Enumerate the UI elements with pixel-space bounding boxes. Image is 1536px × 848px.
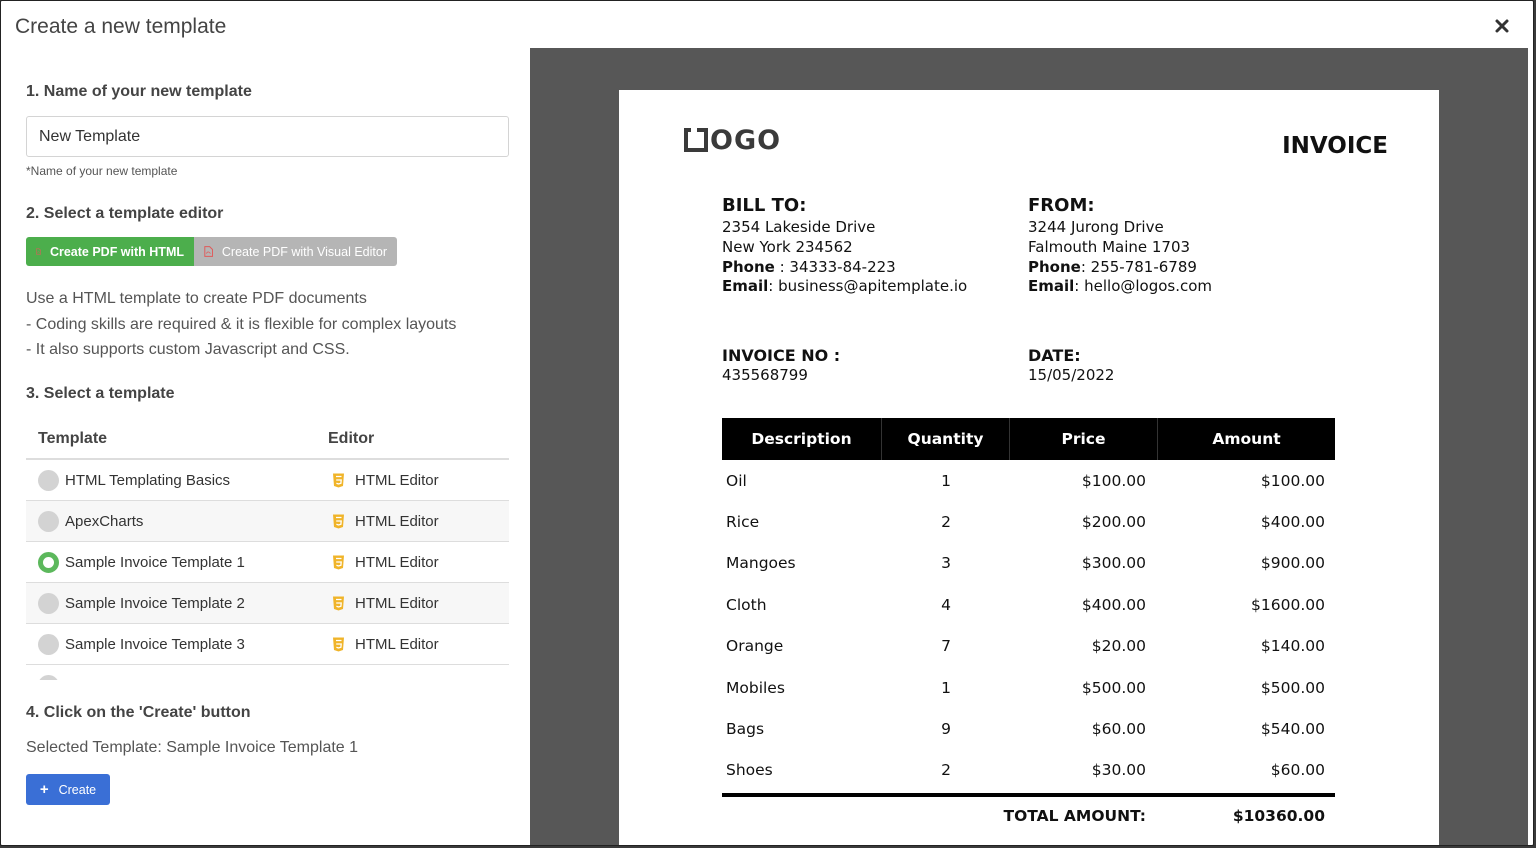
template-editor: HTML Editor (355, 513, 439, 530)
column-header-editor: Editor (328, 430, 375, 447)
logo (684, 126, 781, 154)
phone-value: : 255-781-6789 (1080, 257, 1197, 276)
pdf-file-icon (36, 245, 41, 258)
radio-button[interactable] (38, 675, 59, 680)
template-name: Sample Invoice Template 3 (65, 636, 245, 653)
description-line: - It also supports custom Javascript and CSS. (26, 341, 350, 358)
from-block (1028, 194, 1212, 297)
description-line: Use a HTML template to create PDF documents (26, 290, 367, 307)
item-amount: $140.00 (1260, 637, 1325, 656)
phone-label: Phone (722, 257, 775, 276)
invoice-title: INVOICE (1282, 133, 1388, 159)
create-pdf-html-label: Create PDF with HTML (49, 244, 184, 259)
table-row[interactable] (26, 583, 509, 624)
item-amount: $1600.00 (1251, 595, 1325, 614)
editor-description (26, 286, 456, 363)
email-label: Email (722, 277, 769, 296)
bill-to-block (722, 194, 967, 297)
step1-title: 1. Name of your new template (26, 83, 252, 100)
item-quantity: 1 (941, 678, 951, 697)
item-amount: $900.00 (1260, 554, 1325, 573)
modal-title: Create a new template (15, 15, 227, 38)
create-label: Create (58, 782, 97, 797)
invoice-item-row (722, 750, 1335, 791)
invoice-item-row (722, 626, 1335, 667)
item-price: $100.00 (1081, 471, 1146, 490)
invoice-item-row (722, 708, 1335, 749)
radio-button[interactable] (38, 470, 59, 491)
step3-title: 3. Select a template (26, 385, 175, 402)
template-editor: HTML Editor (355, 554, 439, 571)
editor-toggle (26, 237, 397, 266)
table-row[interactable] (26, 460, 509, 501)
bill-to-line1: 2354 Lakeside Drive (722, 218, 876, 236)
total-amount: $10360.00 (1232, 807, 1325, 826)
column-header-template: Template (38, 430, 108, 447)
step4-title: 4. Click on the 'Create' button (26, 704, 251, 721)
template-name: Sample Invoice Template 1 (65, 554, 245, 571)
from-line2: Falmouth Maine 1703 (1028, 237, 1191, 256)
invoice-item-row (722, 501, 1335, 542)
table-row[interactable] (26, 542, 509, 583)
date-label: DATE: (1028, 346, 1081, 365)
col-description: Description (722, 418, 882, 460)
email-label: Email (1028, 277, 1075, 296)
col-quantity: Quantity (882, 418, 1010, 460)
total-row (722, 797, 1335, 835)
radio-button[interactable] (38, 511, 59, 532)
email-value: : business@apitemplate.io (768, 277, 968, 296)
template-name: HTML Templating Basics (65, 472, 231, 489)
invoice-number-label: INVOICE NO : (722, 346, 841, 365)
item-quantity: 3 (941, 554, 951, 573)
total-label: TOTAL AMOUNT: (1003, 807, 1146, 826)
item-quantity: 4 (941, 595, 951, 614)
selected-template-text: Selected Template: Sample Invoice Template 1 (26, 739, 359, 756)
item-amount: $100.00 (1260, 471, 1325, 490)
invoice-number-block (722, 346, 840, 386)
template-preview[interactable] (530, 48, 1528, 846)
plus-icon: + (39, 781, 49, 798)
date-block (1028, 346, 1114, 386)
item-quantity: 9 (941, 720, 951, 739)
radio-button[interactable] (38, 634, 59, 655)
create-pdf-html-button[interactable] (26, 237, 194, 266)
item-description: Oil (726, 471, 747, 490)
item-quantity: 2 (941, 761, 951, 780)
item-quantity: 1 (941, 471, 951, 490)
col-amount: Amount (1212, 430, 1281, 448)
radio-button[interactable] (38, 552, 59, 573)
logo-mark (684, 128, 708, 152)
radio-button[interactable] (38, 593, 59, 614)
item-amount: $60.00 (1270, 761, 1325, 780)
item-price: $30.00 (1091, 761, 1146, 780)
item-price: $300.00 (1081, 554, 1146, 573)
html5-icon (332, 637, 345, 652)
html5-icon (332, 473, 345, 488)
step2-title: 2. Select a template editor (26, 205, 224, 222)
item-description: Cloth (726, 595, 767, 614)
invoice-item-row (722, 667, 1335, 708)
table-row[interactable] (26, 624, 509, 665)
table-header (26, 418, 509, 460)
phone-label: Phone (1028, 257, 1081, 276)
pdf-file-icon (204, 245, 213, 258)
from-heading: FROM: (1028, 195, 1095, 216)
item-price: $20.00 (1091, 637, 1146, 656)
from-phone (1028, 258, 1212, 278)
item-description: Rice (726, 513, 760, 532)
invoice-item-row (722, 584, 1335, 625)
col-price: Price (1010, 418, 1158, 460)
item-quantity: 2 (941, 513, 951, 532)
template-editor: HTML Editor (355, 595, 439, 612)
items-header (722, 418, 1335, 460)
create-pdf-visual-button[interactable] (194, 237, 397, 266)
template-editor: HTML Editor (355, 472, 439, 489)
template-name: ApexCharts (65, 513, 144, 530)
item-price: $60.00 (1091, 720, 1146, 739)
table-row-partial[interactable] (26, 665, 509, 680)
from-line1: 3244 Jurong Drive (1028, 218, 1164, 236)
item-description: Shoes (726, 761, 773, 780)
item-amount: $500.00 (1260, 678, 1325, 697)
template-editor: HTML Editor (355, 636, 439, 653)
item-price: $400.00 (1081, 595, 1146, 614)
create-pdf-visual-label: Create PDF with Visual Editor (221, 244, 387, 259)
bill-to-email (722, 277, 967, 297)
html5-icon (332, 596, 345, 611)
create-button[interactable] (26, 774, 110, 805)
template-name-hint: *Name of your new template (26, 164, 178, 178)
invoice-number: 435568799 (722, 365, 808, 384)
table-row[interactable] (26, 501, 509, 542)
description-line: - Coding skills are required & it is flexible for complex layouts (26, 315, 457, 333)
logo-text: OGO (710, 124, 782, 156)
template-name-input[interactable] (26, 116, 509, 157)
email-value: : hello@logos.com (1074, 277, 1213, 296)
close-icon[interactable] (1493, 17, 1511, 35)
from-email (1028, 277, 1212, 297)
invoice-items-table (722, 418, 1335, 835)
modal-header (1, 1, 1533, 48)
bill-to-line2: New York 234562 (722, 237, 853, 256)
invoice-item-row (722, 543, 1335, 584)
item-quantity: 7 (941, 637, 951, 656)
invoice-page (619, 90, 1439, 846)
template-table (26, 418, 509, 680)
item-amount: $540.00 (1260, 720, 1325, 739)
phone-value: : 34333-84-223 (774, 257, 896, 276)
template-name: Sample Invoice Template 2 (65, 595, 245, 612)
item-description: Orange (726, 637, 784, 656)
item-price: $200.00 (1081, 513, 1146, 532)
html5-icon (332, 514, 345, 529)
invoice-item-row (722, 460, 1335, 501)
item-description: Mobiles (726, 678, 785, 697)
bill-to-phone (722, 258, 967, 278)
item-price: $500.00 (1081, 678, 1146, 697)
invoice-date: 15/05/2022 (1028, 365, 1115, 384)
left-panel (26, 48, 510, 846)
html5-icon (332, 555, 345, 570)
item-amount: $400.00 (1260, 513, 1325, 532)
item-description: Bags (726, 720, 765, 739)
item-description: Mangoes (726, 554, 796, 573)
bill-to-heading: BILL TO: (722, 195, 807, 216)
